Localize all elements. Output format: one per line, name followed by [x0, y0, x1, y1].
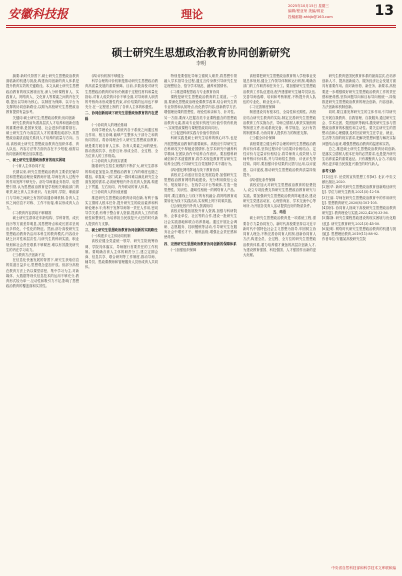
section-heading: 三、硕士研究生思想政治教育协同创新的实践路径: [85, 227, 158, 232]
paragraph: 研究生教育肩负着高层次人才培养和创新创造的重要使命,是国家发展、社会进步的重要基石。硕士研究生作为高层次人才的重要组成部分,其思想政治素质直接关系到人才培养的质量与方向。当前,高校硕士研究生思想政治教育在组织体系、育人队伍、内容方法等方面仍存在不少短板,亟需以协同创新的理念加以推进。: [6, 120, 79, 157]
paragraph: 摘要:新时代背景下,硕士研究生思想政治教育面临新的机遇与挑战,构建协同创新的育人体系是提升教育实效的关键路径。本文从硕士研究生思想政治教育的现实困境出发,深入分析课程育人、实践育人、网络育人、文化育人等要素之间的内在关联,提出以导师为核心、以制度为保障、以平台为支撑的协同创新路径,以期为高校研究生思想政治教育提供有益参考。: [6, 74, 79, 115]
paragraph: (三)协同育人的价值意蕴: [91, 190, 128, 195]
paragraph: 课程是研究生思想政治教育的主渠道。一方面,要深化思想政治理论课教学改革,结合研究生的专业背景和认知特点,优化教学内容,创新教学方法,增强理论课的思想性、理论性和亲和力、针对性。另一方面,要深入挖掘各类专业课程蕴含的思想政治教育元素,推动专业知识传授与价值引领有机统一,实现思政课程与课程思政同向同行。: [164, 94, 237, 131]
article-title: 硕士研究生思想政治教育协同创新研究: [111, 47, 291, 59]
reference-item: [4]刘伟. 协同育人视域下高校研究生思想政治教育研究[J]. 教育理论与实践,2022,42(9):33-36.: [322, 206, 396, 216]
reference-item: [3]王丽. 导师在研究生思想政治教育中的作用研究[J]. 思想教育研究,2020(8):101-105.: [322, 195, 396, 205]
paragraph: 高校应主动适应信息化发展趋势,加强研究生思想政治教育网络阵地建设。充分利用微信公众号、短视频平台、在线学习平台等载体,打造一批思想性、知识性、趣味性相统一的网络育人产品。同时,要注重线上与线下的有机融合,将网络教育成果转化为线下实践活动,实现网上网下同频共振。: [164, 172, 237, 203]
paragraph: 协同学理论认为,系统内各子系统之间通过相互作用、相互协调,能够产生整体大于部分之和的协同效应。将协同理念引入研究生思想政治教育,就是要打破各育人主体、各育人要素之间的壁垒,推动资源共享、优势互补,形成全员、全过程、全方位育人的工作格局。: [85, 128, 158, 159]
section-heading: 参考文献:: [322, 168, 337, 173]
text-column-5: [322, 74, 396, 566]
paragraph: 研究生教育是国民教育体系的最高层次,在培养创新人才、提高创新能力、服务经济社会发展方面具有重要作用。面对新形势、新任务、新要求,高校要进一步增强做好研究生思想政治教育工作的责任感和使命感,坚持问题导向和目标导向相统一,持续推进研究生思想政治教育的理念创新、内容创新、方法创新和机制创新。: [322, 74, 396, 110]
paragraph: (三)健全评价保障: [249, 136, 276, 141]
editor-line: 编辑/程亚荣 美编/蒋亚: [288, 9, 324, 14]
paragraph: 特别是要强化导师立德树人职责,将思想引领融入学术指导全过程,通过言传身教引导研究生坚定理想信念、恪守学术规范、涵养家国情怀。: [164, 74, 237, 89]
paragraph: 高校应积极拓展校外育人资源,加强与科研院所、企事业单位、社区等的合作,建设一批研究生社会实践基地和联合培养基地。通过开展社会调研、志愿服务、挂职锻炼等活动,引导研究生在服务社会中增长才干、锤炼品格,增强社会责任感和使命感。: [164, 209, 237, 240]
paragraph: 总之,推进硕士研究生思想政治教育协同创新,是落实立德树人根本任务的必然要求,也是提升研究生培养质量的重要途径。只有凝聚育人合力,才能培养出更多堪当民族复兴重任的时代新人。: [322, 146, 396, 167]
section-heading: 四、完善研究生思想政治教育协同创新的保障体系: [164, 241, 237, 246]
masthead: [6, 3, 396, 25]
reference-item: [6]赵明. 网络时代研究生思想政治教育的机遇与挑战[J]. 思想理论教育,2019(11):88-92.: [322, 226, 396, 237]
paragraph: (四)强化网络阵地与线下教育协同: [170, 167, 220, 172]
paragraph: (二)协同育人的现实需要: [91, 159, 128, 164]
issue-meta: [288, 4, 333, 20]
masthead-rule-thin: [6, 27, 396, 28]
reference-item: [1]习近平. 论党的宣传思想工作[M]. 北京:中央文献出版社,2020.: [322, 174, 396, 185]
paragraph: 制度建设具有根本性、全局性和长期性。高校应结合研究生教育的实际,制定完善研究生思想政治教育工作实施办法、导师立德树人职责实施细则等制度文件,形成系统完备、科学规范、运行有效的制度体系,为协同育人提供有力的制度支撑。: [243, 110, 316, 136]
paragraph: (二)推进课程思政与专业教育协同: [170, 89, 220, 94]
paragraph: 高校要把研究生思想政治教育纳入学校事业发展总体规划,健全工作领导体制和运行机制,明确各部门的工作职责和任务分工。要加强研究生思想政治教育工作队伍建设,配齐建强研究生辅导员队伍,完善导师选聘、培训和考核制度,不断提升育人队伍的专业化、职业化水平。: [243, 74, 316, 105]
paragraph: (一)育人主体协同不足: [12, 164, 45, 169]
paragraph: (二)教育内容供给不够精准: [12, 211, 52, 216]
paragraph: (二)完善制度保障: [249, 105, 276, 110]
text-column-2: [85, 74, 158, 566]
paragraph: (四)强化条件保障: [249, 178, 276, 183]
text-column-1: [6, 74, 79, 566]
paragraph: 硕士研究生思想政治教育是一项系统工程,需要各方力量协同发力。新时代高校要坚持以习近平新时代中国特色社会主义思想为指导,牢固树立协同育人理念,不断完善协同育人机制,创新协同育人方法,构建全员、全过程、全方位的研究生思想政治教育体系,着力培养德才兼备的高层次创新人才,为建设教育强国、科技强国、人才强国作出新的更大贡献。: [243, 216, 316, 257]
section-heading: 一、硕士研究生思想政治教育的现实困境: [6, 158, 66, 163]
section-heading: 二、协同创新视域下研究生思想政治教育的内在逻辑: [85, 111, 158, 121]
paragraph: 硕士研究生群体在年龄结构、学科背景、成长经历等方面差异明显,其思想特点和成长需求呈现出多样化、个性化的特征。然而,部分高校研究生思想政治教育仍沿用本科生的教育模式,内容设计缺乏针对性和层次性,与研究生的科研实践、职业规划和社会责任联系不够紧密,难以有效激发研究生的内在学习动力。: [6, 216, 79, 252]
article-author: 李明: [195, 61, 206, 67]
paragraph: (三)促进科研实践与价值引领协同: [170, 131, 220, 136]
paragraph: 长期以来,研究生思想政治教育主要依托辅导员和思想政治理论课教师开展,导师在育人过程中的作用发挥不够充分。部分导师重业务指导、轻思想引领,认为思想政治教育是学校相关职能部门的职责,缺乏育人主体意识。与此同时,学院、职能部门与导师之间缺乏有效的沟通协调机制,各育人主体之间信息不对称、工作不衔接,难以形成育人合力。: [6, 169, 79, 211]
section-heading: 五、结语: [272, 210, 287, 215]
section-title: 理论: [181, 8, 203, 21]
paragraph: 同时,要注重发挥研究生的主体作用,引导研究生开展自我教育、自我管理、自我服务,通过研究生会、学术社团、党团组织等载体,激发研究生参与思想政治教育的积极性和主动性。要关注研究生的思想动态和心理健康,及时回应研究生在学业、就业、生活等方面的现实需求,把解决思想问题与解决实际问题结合起来,增强思想政治教育的温度和实效。: [322, 110, 396, 146]
page-footer: 中央省自然科技部和科学技术文库联和编: [331, 566, 396, 570]
paragraph: 高校应加大对研究生思想政治教育的经费投入,设立专项经费支持研究生思想政治教育研究与实践。要加强研究生思想政治教育阵地建设,建设研究生党建活动室、心理咨询室、学术交流中心等场所,为开展各类育人活动提供良好的物质条件。: [243, 183, 316, 209]
paragraph: 在信息化快速发展的背景下,研究生获取信息的渠道日益多元,思想观念更加开放。但部分高校在教育方法上仍以课堂讲授、集中学习为主,对新媒体、大数据等现代信息技术的运用不够充分,教育形式较为单一,互动性和吸引力不足,影响了思想政治教育的覆盖面和实效性。: [6, 258, 79, 289]
paragraph: (一)构建多元主体协同机制: [91, 234, 131, 239]
paragraph: (一)协同育人的理论基础: [91, 122, 128, 127]
paragraph: 高校要建立健全科学合理的研究生思想政治教育评价体系,坚持过程评价与结果评价相结合、定性评价与定量评价相结合,将导师育人成效纳入导师考核评价体系,并与导师招生资格、评优评先等挂钩。同时,要加强评价结果的反馈与运用,以评促建、以评促改,推动研究生思想政治教育质量持续提升。: [243, 141, 316, 177]
paragraph: (四)评价机制不够健全: [91, 74, 124, 78]
paragraph: 关键词:硕士研究生;思想政治教育;协同创新: [12, 115, 76, 120]
reference-item: [2]张华. 新时代研究生思想政治教育创新路径研究[J]. 学位与研究生教育,2021(5):12-18.: [322, 185, 396, 195]
paragraph: (五)深化校内外育人资源协同: [170, 204, 213, 209]
text-column-4: [243, 74, 316, 566]
paragraph: 科学合理的评价机制是推动研究生思想政治教育高质量发展的重要保障。目前,多数高校对研究生思想政治教育的评价仍侧重于过程性材料和量化指标,对育人成效的评价不够全面,对导师育人职责的考核尚未形成刚性约束,评价结果的运用也不够充分,在一定程度上制约了各育人主体的积极性。: [85, 79, 158, 110]
reference-item: 作者单位:安徽某高校研究生院: [322, 237, 366, 242]
paragraph: 随着研究生招生规模的不断扩大,研究生群体的构成更加复杂,思想政治教育工作的难度也随之增加。单靠某一部门或某一群体难以满足研究生全面发展的需求,必须统筹校内外各类育人资源,构建上下贯通、左右协同、内外联动的育人体系。: [85, 164, 158, 190]
page-number: 13: [374, 3, 394, 19]
paragraph: (一)加强组织保障: [170, 247, 197, 252]
paragraph: 推进研究生思想政治教育协同创新,有利于落实立德树人根本任务,提升研究生的政治素养和科研伦理水平;有利于发挥导师第一责任人作用,密切导学关系;有利于整合育人资源,提高育人工作的系统性和整体性,为培养担当民族复兴大任的时代新人提供有力支撑。: [85, 195, 158, 226]
paragraph: (三)教育方法创新不足: [12, 252, 45, 257]
submission-email: 投稿邮箱:ahkjb@163.com: [288, 14, 333, 19]
paragraph: 高校应健全党委统一领导、研究生院统筹协调、学院具体落实、导师履行首要责任的工作机制。要明确各育人主体的职责分工,建立定期会商、信息共享、联合研判等工作制度,推动导师、辅导员、思政课教师和管理服务人员形成育人共同体。: [85, 239, 158, 270]
paragraph: 科研实践是硕士研究生培养的核心环节,也是开展思想政治教育的重要载体。高校应引导研究生在科研攻关中厚植爱国情怀,在学术研究中涵养科学精神,在团队协作中培养合作意识。要加强科研诚信和学术道德教育,将学术规范教育贯穿研究生培养全过程,引导研究生自觉抵制学术不端行为。: [164, 136, 237, 167]
masthead-rule: [6, 25, 396, 26]
text-column-3: [164, 74, 237, 566]
reference-item: [5]陈静. 研究生课程思政建设的现实困境与优化路径[J]. 研究生教育研究,2021(3):45-50.: [322, 216, 396, 226]
issue-date: 2025年10月15日 星期三: [288, 4, 329, 8]
newspaper-logo: 安徽科技报: [8, 7, 69, 21]
